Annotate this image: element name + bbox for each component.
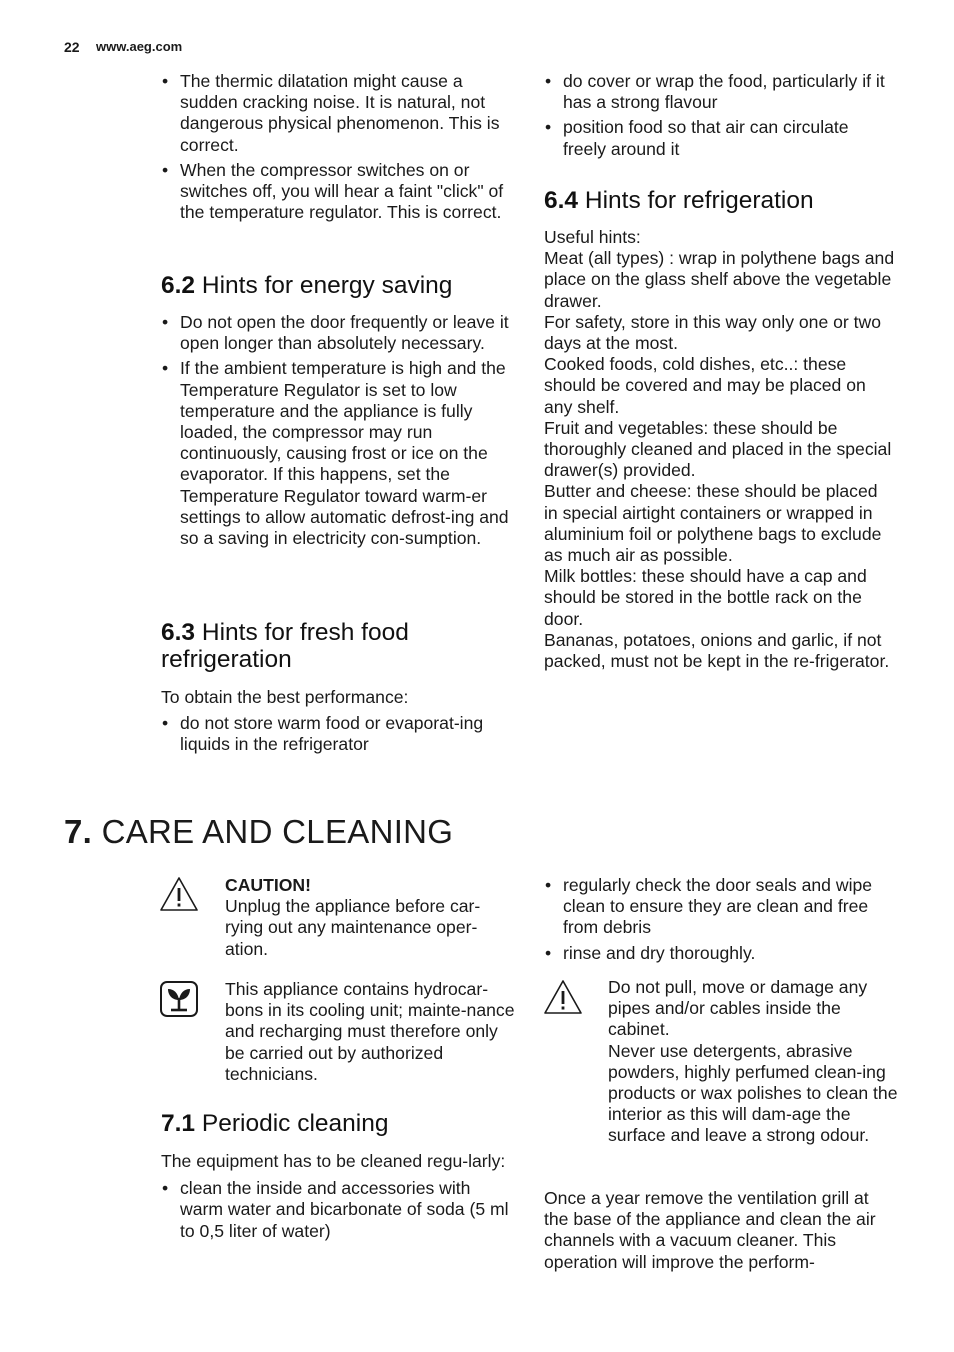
caution-notice — [225, 875, 517, 960]
warning-text: Never use detergents, abrasive powders, highly perfumed clean-ing products or wax polishes to clean the interior as this will dam-age the surface and leave a strong odour. — [608, 1040, 898, 1146]
section-number: 6.4 — [544, 187, 579, 214]
section-number: 6.3 — [161, 619, 196, 646]
paragraph: For safety, store in this way only one or two days at the most. — [544, 311, 882, 354]
list-item: • If the ambient temperature is high and the Temperature Regulator is set to low temperature and the appliance is fully loaded, the compressor may run continuously, causing frost or ice on the evaporator. If this happens, set the Temperature Regulator toward warm-er settings to allow automatic defrost-ing and so a saving in electricity con-sumption. — [161, 358, 513, 549]
chapter-title: CARE AND CLEANING — [101, 813, 454, 850]
section-title: Hints for energy saving — [201, 272, 453, 299]
list-item: • do cover or wrap the food, particularly if it has a strong flavour — [544, 71, 896, 113]
intro-text: The equipment has to be cleaned regu-larly: — [161, 1151, 506, 1171]
section-number: 6.2 — [161, 272, 196, 299]
list-item: • Do not open the door frequently or leave it open longer than absolutely necessary. — [161, 312, 513, 354]
paragraph: Butter and cheese: these should be placed in special airtight containers or wrapped in aluminium foil or polythene bags to exclude as much air as possible. — [544, 481, 882, 566]
section-title-line2: refrigeration — [161, 646, 292, 673]
list-item: • The thermic dilatation might cause a sudden cracking noise. It is natural, not dangerous physical phenomenon. This is correct. — [161, 71, 513, 156]
paragraph: Meat (all types) : wrap in polythene bags and place on the glass shelf above the vegetable drawer. — [544, 248, 895, 311]
warning-icon — [543, 979, 583, 1020]
list-item: • When the compressor switches on or switches off, you will hear a faint "click" of the temperature regulator. This is correct. — [161, 160, 513, 224]
section-6-4-heading — [544, 187, 904, 214]
section-number: 7.1 — [161, 1110, 196, 1137]
caution-label: CAUTION! — [225, 875, 312, 895]
closing-paragraph — [544, 1188, 896, 1273]
paragraph: Bananas, potatoes, onions and garlic, if not packed, must not be kept in the re-frigerator. — [544, 629, 890, 672]
section-6-3-continued — [544, 71, 896, 164]
caution-warning-icon — [159, 876, 199, 917]
section-6-2-list — [161, 312, 513, 553]
list-item: • regularly check the door seals and wipe clean to ensure they are clean and free from debris — [544, 875, 896, 939]
list-item: • do not store warm food or evaporat-ing liquids in the refrigerator — [161, 713, 513, 755]
page-number: 22 — [64, 39, 80, 55]
list-item: • rinse and dry thoroughly. — [544, 943, 896, 964]
eco-text: This appliance contains hydrocar-bons in its cooling unit; mainte-nance and recharging must therefore only be carried out by authorized technicians. — [225, 979, 515, 1084]
section-title: Periodic cleaning — [201, 1110, 389, 1137]
cleaning-warning-notice — [608, 977, 900, 1147]
list-item: • position food so that air can circulate freely around it — [544, 117, 896, 159]
chapter-7-heading — [64, 813, 453, 851]
section-6-4-body — [544, 227, 896, 672]
warning-text: Do not pull, move or damage any pipes and/or cables inside the cabinet. — [608, 977, 868, 1040]
paragraph: Fruit and vegetables: these should be thoroughly cleaned and placed in the special drawer(s) provided. — [544, 417, 892, 481]
section-title: Hints for refrigeration — [584, 187, 814, 214]
section-7-1-heading — [161, 1110, 521, 1137]
eco-notice — [225, 979, 517, 1085]
section-6-3-body — [161, 687, 513, 760]
paragraph: Milk bottles: these should have a cap and should be stored in the bottle rack on the door. — [544, 566, 867, 629]
environment-leaf-icon — [159, 980, 199, 1023]
paragraph: Useful hints: — [544, 227, 641, 247]
paragraph: Cooked foods, cold dishes, etc..: these should be covered and may be placed on any shelf. — [544, 354, 866, 417]
section-7-1-body — [161, 1151, 513, 1246]
website-url: www.aeg.com — [96, 39, 183, 54]
top-left-list — [161, 71, 513, 227]
section-title-line1: Hints for fresh food — [201, 619, 409, 646]
intro-text: To obtain the best performance: — [161, 687, 409, 707]
section-6-3-heading — [161, 619, 521, 673]
paragraph: Once a year remove the ventilation grill at the base of the appliance and clean the air channels with a vacuum cleaner. This operation will improve the perform- — [544, 1188, 876, 1272]
section-7-1-continued — [544, 875, 896, 968]
chapter-number: 7. — [64, 813, 93, 850]
list-item: • clean the inside and accessories with warm water and bicarbonate of soda (5 ml to 0,5 liter of water) — [161, 1178, 513, 1242]
section-6-2-heading — [161, 272, 521, 299]
caution-text: Unplug the appliance before car-rying out any maintenance oper-ation. — [225, 896, 481, 959]
